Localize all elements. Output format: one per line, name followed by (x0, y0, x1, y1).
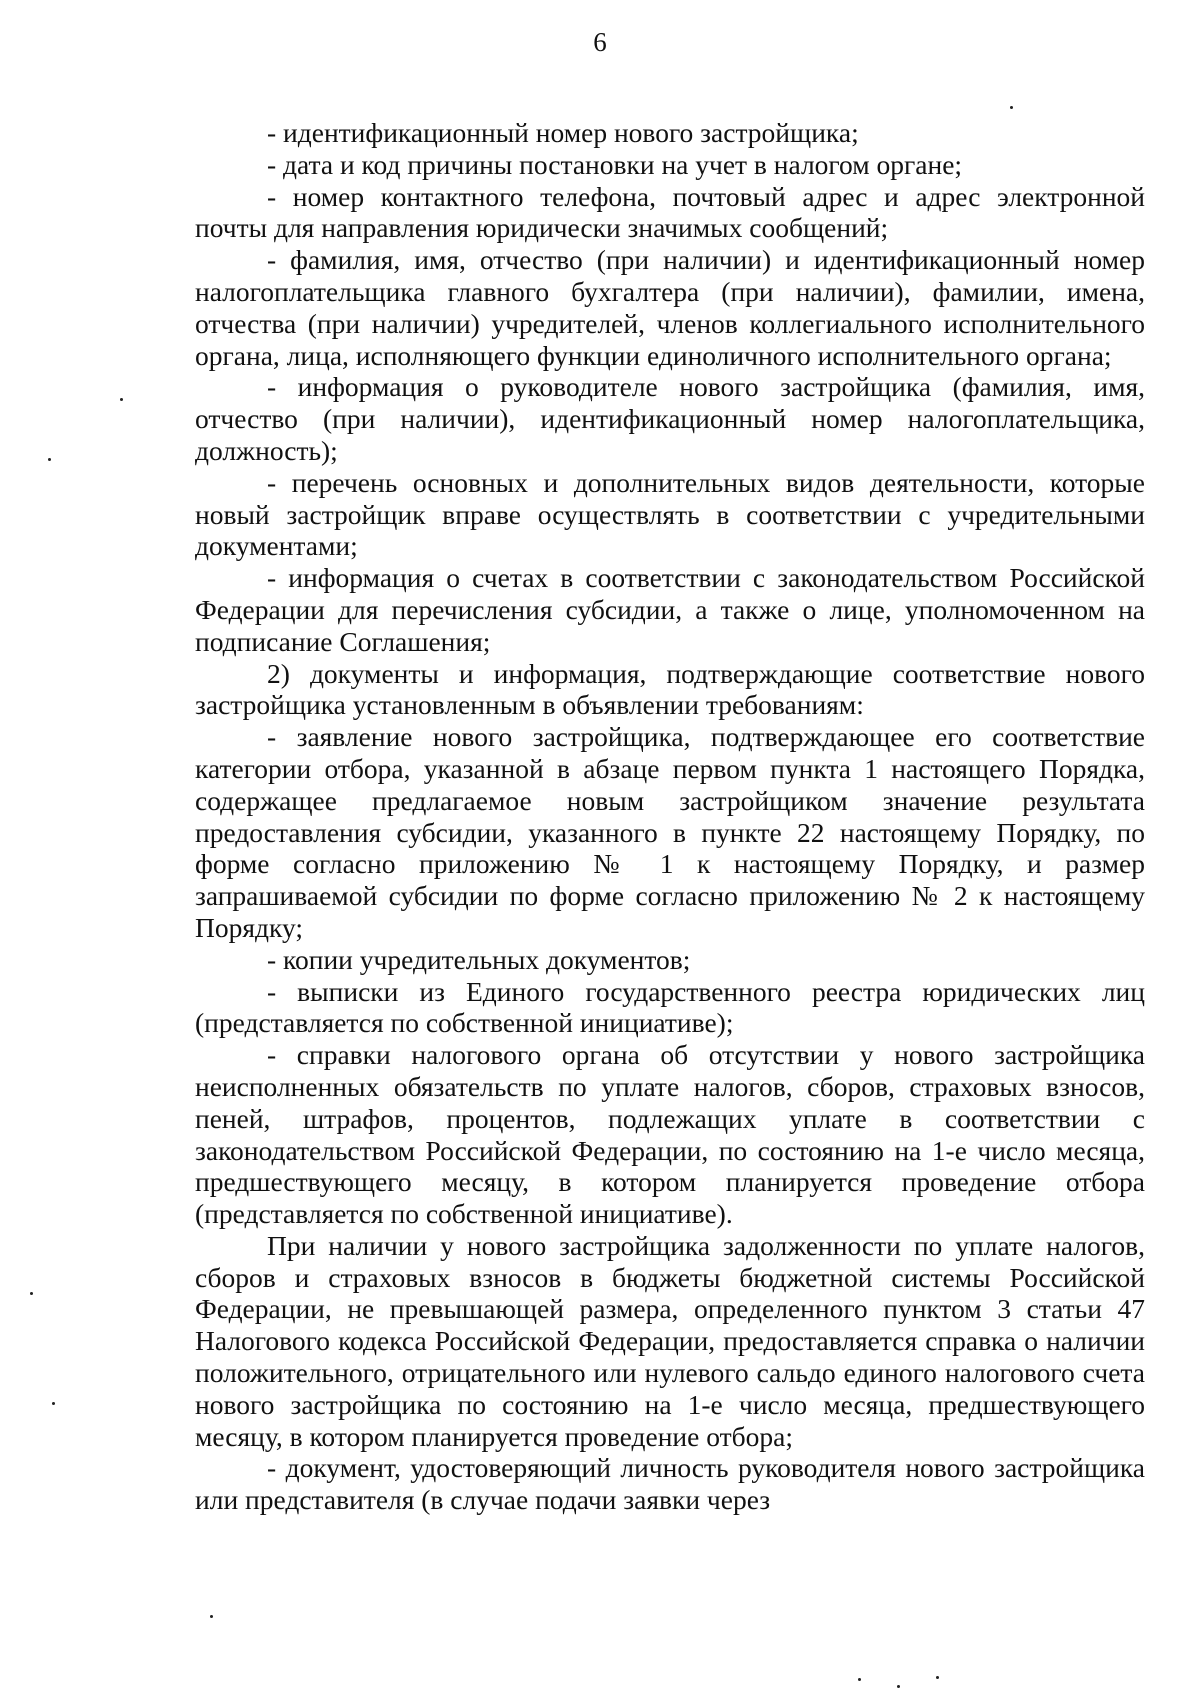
paragraph: - справки налогового органа об отсутствии у нового застройщика неисполненных обязательств по уплате налогов, сборов, страховых взносов, пеней, штрафов, процентов, подлежащих уплате в соответствии с законодательством Российской Федерации, по состоянию на 1-е число месяца, предшествующего месяцу, в котором планируется проведение отбора (представляется по собственной инициативе). (195, 1039, 1145, 1230)
paragraph: - номер контактного телефона, почтовый адрес и адрес электронной почты для направления юридически значимых сообщений; (195, 180, 1145, 244)
scan-speck (897, 1685, 900, 1688)
page-number: 6 (593, 27, 607, 57)
paragraph: - перечень основных и дополнительных видов деятельности, которые новый застройщик вправе осуществлять в соответствии с учредительными документами; (195, 466, 1145, 562)
paragraph: - фамилия, имя, отчество (при наличии) и идентификационный номер налогоплательщика главного бухгалтера (при наличии), фамилии, имена, отчества (при наличии) учредителей, членов коллегиального исполнительного органа, лица, исполняющего функции единоличного исполнительного органа; (195, 244, 1145, 371)
paragraph: 2) документы и информация, подтверждающие соответствие нового застройщика установленным в объявлении требованиям: (195, 657, 1145, 721)
paragraph: - заявление нового застройщика, подтверждающее его соответствие категории отбора, указанной в абзаце первом пункта 1 настоящего Порядка, содержащее предлагаемое новым застройщиком значение результата предоставления субсидии, указанного в пункте 22 настоящему Порядку, по форме согласно приложению № 1 к настоящему Порядку, и размер запрашиваемой субсидии по форме согласно приложению № 2 к настоящему Порядку; (195, 721, 1145, 943)
paragraph: - копии учредительных документов; (267, 943, 691, 975)
paragraph: - информация о руководителе нового застройщика (фамилия, имя, отчество (при наличии), идентификационный номер налогоплательщика, должность); (195, 371, 1145, 466)
paragraph: При наличии у нового застройщика задолженности по уплате налогов, сборов и страховых взносов в бюджеты бюджетной системы Российской Федерации, не превышающей размера, определенного пунктом 3 статьи 47 Налогового кодекса Российской Федерации, предоставляется справка о наличии положительного, отрицательного или нулевого сальдо единого налогового счета нового застройщика по состоянию на 1-е число месяца, предшествующего месяцу, в котором планируется проведение отбора; (195, 1229, 1145, 1452)
paragraph: - выписки из Единого государственного реестра юридических лиц (представляется по собственной инициативе); (195, 975, 1145, 1039)
scan-speck (210, 1615, 213, 1618)
scan-speck (1010, 106, 1013, 109)
document-body (195, 117, 1145, 1516)
scan-speck (52, 1402, 55, 1405)
paragraph: - дата и код причины постановки на учет в налогом органе; (267, 148, 963, 180)
paragraph: - информация о счетах в соответствии с законодательством Российской Федерации для перечисления субсидии, а также о лице, уполномоченном на подписание Соглашения; (195, 562, 1145, 657)
scan-speck (120, 398, 123, 401)
paragraph: - документ, удостоверяющий личность руководителя нового застройщика или представителя (в случае подачи заявки через (195, 1452, 1145, 1516)
scan-speck (858, 1678, 861, 1681)
scan-speck (936, 1676, 939, 1679)
scan-speck (30, 1292, 33, 1295)
paragraph: - идентификационный номер нового застройщика; (267, 117, 859, 148)
scan-speck (48, 458, 51, 461)
